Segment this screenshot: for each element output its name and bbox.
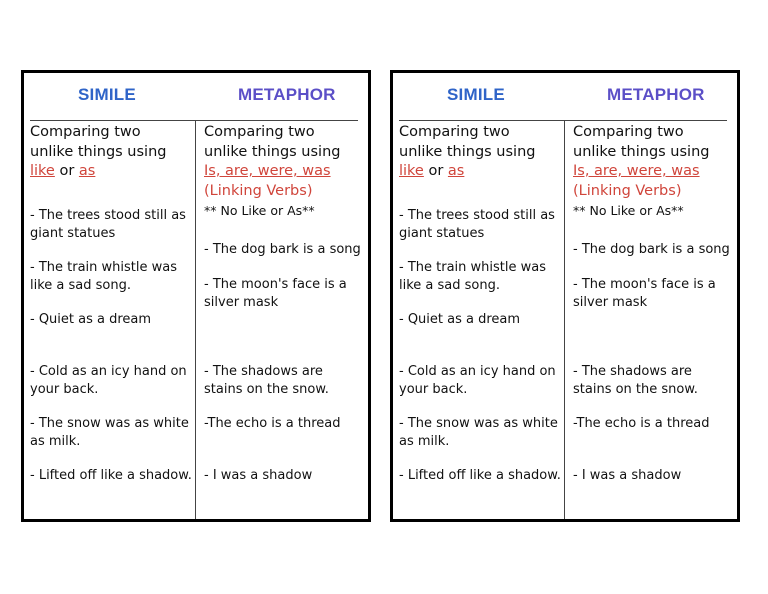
linking-verbs-label: (Linking Verbs) xyxy=(204,182,313,199)
metaphor-example: - The moon's face is a silver mask xyxy=(204,277,347,310)
linking-verbs-label: (Linking Verbs) xyxy=(573,182,682,199)
metaphor-example: - The moon's face is a silver mask xyxy=(573,277,716,310)
simile-header: SIMILE xyxy=(447,85,505,104)
simile-example: - Cold as an icy hand on your back. xyxy=(399,364,556,397)
simile-example: - Lifted off like a shadow. xyxy=(399,468,561,483)
column-divider xyxy=(564,121,565,519)
metaphor-example: - The dog bark is a song xyxy=(573,242,730,257)
metaphor-def-line2: unlike things using xyxy=(573,143,710,160)
simile-def-line2: unlike things using xyxy=(399,143,536,160)
metaphor-definition xyxy=(573,123,733,221)
linking-verbs-list: Is, are, were, was xyxy=(204,163,331,179)
simile-example: - The trees stood still as giant statues xyxy=(399,208,555,241)
simile-def-line1: Comparing two xyxy=(399,124,510,140)
simile-example: - Cold as an icy hand on your back. xyxy=(30,364,187,397)
keyword-as: as xyxy=(447,163,465,179)
simile-column xyxy=(30,123,192,483)
metaphor-example: - I was a shadow xyxy=(204,468,313,483)
metaphor-example: - The dog bark is a song xyxy=(204,242,361,257)
simile-example: - The train whistle was like a sad song. xyxy=(399,260,546,293)
metaphor-def-line1: Comparing two xyxy=(204,124,315,140)
metaphor-header: METAPHOR xyxy=(607,85,705,104)
metaphor-example: - The shadows are stains on the snow. xyxy=(204,364,329,397)
comparison-card-left xyxy=(21,70,371,522)
keyword-like: like xyxy=(30,163,55,179)
metaphor-header: METAPHOR xyxy=(238,85,336,104)
simile-example: - Quiet as a dream xyxy=(30,312,152,327)
metaphor-example: -The echo is a thread xyxy=(573,416,710,431)
simile-example: - Lifted off like a shadow. xyxy=(30,468,192,483)
simile-example: - The train whistle was like a sad song. xyxy=(30,260,177,293)
simile-header: SIMILE xyxy=(78,85,136,104)
metaphor-def-line2: unlike things using xyxy=(204,143,341,160)
keyword-or: or xyxy=(54,163,79,179)
linking-verbs-list: Is, are, were, was xyxy=(573,163,700,179)
simile-definition xyxy=(30,123,192,182)
simile-def-line3 xyxy=(399,162,561,182)
metaphor-example: -The echo is a thread xyxy=(204,416,341,431)
metaphor-example: - The shadows are stains on the snow. xyxy=(573,364,698,397)
metaphor-def-line1: Comparing two xyxy=(573,124,684,140)
simile-example: - The trees stood still as giant statues xyxy=(30,208,186,241)
simile-example: - The snow was as white as milk. xyxy=(30,416,189,449)
metaphor-definition xyxy=(204,123,364,221)
header-divider xyxy=(399,120,727,121)
column-divider xyxy=(195,121,196,519)
simile-def-line2: unlike things using xyxy=(30,143,167,160)
no-like-as-note: ** No Like or As** xyxy=(204,203,315,218)
simile-def-line3 xyxy=(30,162,192,182)
metaphor-example: - I was a shadow xyxy=(573,468,682,483)
keyword-like: like xyxy=(399,163,424,179)
simile-column xyxy=(399,123,561,483)
no-like-as-note: ** No Like or As** xyxy=(573,203,684,218)
metaphor-column xyxy=(204,123,364,483)
simile-definition xyxy=(399,123,561,182)
keyword-or: or xyxy=(423,163,448,179)
metaphor-column xyxy=(573,123,733,483)
simile-example: - The snow was as white as milk. xyxy=(399,416,558,449)
comparison-card-right xyxy=(390,70,740,522)
header-divider xyxy=(30,120,358,121)
keyword-as: as xyxy=(78,163,96,179)
simile-example: - Quiet as a dream xyxy=(399,312,521,327)
simile-def-line1: Comparing two xyxy=(30,124,141,140)
